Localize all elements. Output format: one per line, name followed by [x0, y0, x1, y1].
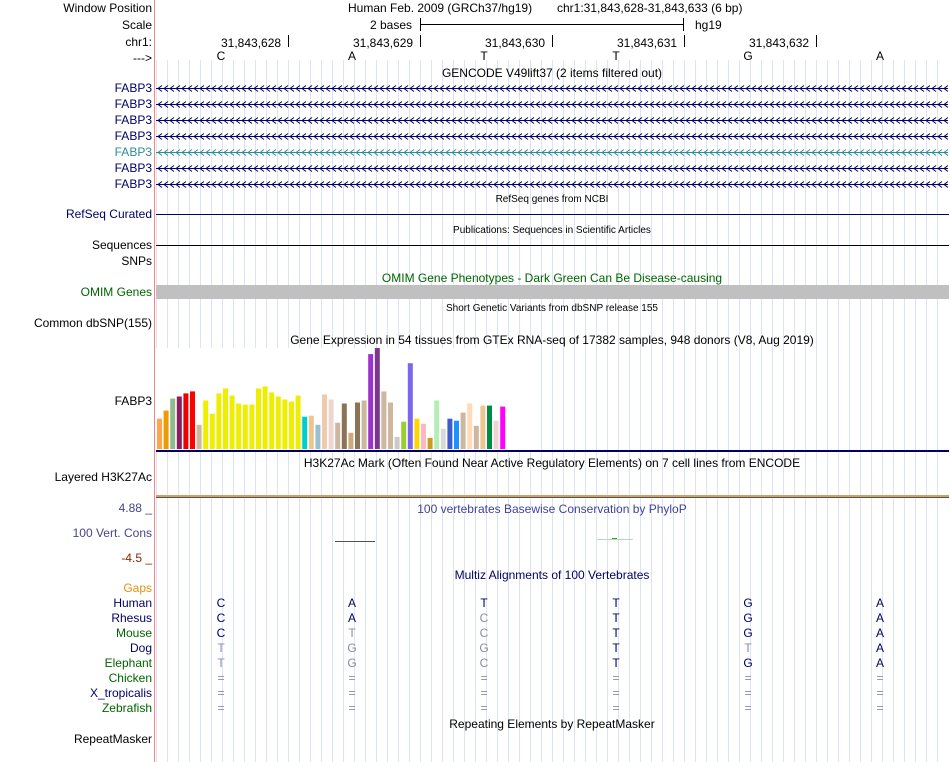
gene-label[interactable]: FABP3	[114, 145, 152, 159]
alignment-base: =	[480, 701, 488, 715]
gtex-bar[interactable]	[170, 399, 175, 450]
ref-base: T	[480, 49, 488, 63]
alignment-base: G	[479, 641, 489, 655]
ruler-tick	[552, 35, 553, 47]
gene-arrow-line[interactable]	[156, 99, 948, 109]
ruler-tick	[288, 35, 289, 47]
alignment-base: =	[744, 701, 752, 715]
species-label[interactable]: Elephant	[104, 656, 152, 670]
alignment-base: T	[348, 626, 356, 640]
gtex-bar[interactable]	[296, 396, 301, 450]
ref-base: T	[612, 49, 620, 63]
alignment-base: =	[348, 671, 356, 685]
scale-label: Scale	[121, 18, 152, 32]
gene-label[interactable]: FABP3	[114, 113, 152, 127]
gtex-title: Gene Expression in 54 tissues from GTEx RNA-seq of 17382 samples, 948 donors (V8, Aug 2019)	[290, 333, 814, 347]
gtex-bar[interactable]	[322, 395, 327, 450]
gtex-bar[interactable]	[500, 407, 505, 449]
gtex-bar[interactable]	[348, 433, 353, 449]
alignment-base: T	[612, 641, 620, 655]
alignment-base: G	[743, 611, 753, 625]
gene-arrow-line[interactable]	[156, 147, 948, 157]
alignment-base: A	[875, 611, 884, 625]
gtex-bar[interactable]	[157, 419, 162, 449]
gtex-bar[interactable]	[414, 419, 419, 449]
alignment-base: A	[875, 641, 884, 655]
position-label: chr1:31,843,628-31,843,633 (6 bp)	[557, 1, 743, 15]
ruler-position: 31,843,631	[617, 36, 678, 50]
snps-label[interactable]: SNPs	[121, 254, 152, 268]
alignment-base: =	[480, 671, 488, 685]
scale-text: 2 bases	[370, 18, 413, 32]
gtex-baseline	[156, 450, 949, 452]
alignment-base: =	[612, 671, 620, 685]
h3k27ac-baseline	[156, 497, 949, 498]
gtex-bar[interactable]	[197, 425, 202, 449]
h3k27ac-title: H3K27Ac Mark (Often Found Near Active Regulatory Elements) on 7 cell lines from ENCODE	[303, 456, 801, 470]
alignment-base: =	[612, 686, 620, 700]
alignment-base: T	[612, 626, 620, 640]
gtex-bar[interactable]	[487, 406, 492, 449]
gtex-bar[interactable]	[177, 397, 182, 450]
ruler-position: 31,843,632	[749, 36, 810, 50]
window-position-label: Window Position	[63, 1, 152, 15]
alignment-base: =	[217, 686, 225, 700]
alignment-base: G	[347, 641, 357, 655]
gtex-bar[interactable]	[329, 400, 334, 450]
gtex-bar[interactable]	[381, 391, 386, 449]
gtex-bar[interactable]	[249, 405, 254, 449]
scale-bar	[420, 18, 684, 32]
gtex-bar[interactable]	[210, 414, 215, 449]
phylop-min: -4.5 _	[121, 551, 152, 565]
refseq-title: RefSeq genes from NCBI	[495, 194, 609, 205]
alignment-base: =	[612, 701, 620, 715]
phylop-negative-mark	[335, 541, 375, 542]
gtex-bar[interactable]	[507, 441, 512, 449]
gtex-bar[interactable]	[375, 348, 380, 449]
gtex-bar[interactable]	[230, 396, 235, 450]
h3k27ac-label[interactable]: Layered H3K27Ac	[54, 470, 152, 484]
alignment-base: =	[744, 671, 752, 685]
dbsnp-label[interactable]: Common dbSNP(155)	[33, 316, 152, 330]
repeatmasker-label[interactable]: RepeatMasker	[73, 732, 152, 746]
alignment-base: A	[875, 596, 884, 610]
species-label[interactable]: Mouse	[115, 626, 152, 640]
multiz-title: Multiz Alignments of 100 Vertebrates	[454, 568, 650, 582]
assembly-label: Human Feb. 2009 (GRCh37/hg19)	[348, 1, 533, 15]
gene-arrow-line[interactable]	[156, 179, 948, 189]
gaps-label: Gaps	[123, 581, 152, 595]
species-label[interactable]: X_tropicalis	[89, 686, 152, 700]
gtex-bar[interactable]	[256, 388, 261, 449]
track-separator	[154, 0, 155, 762]
alignment-base: C	[216, 596, 226, 610]
gtex-bar[interactable]	[355, 403, 360, 450]
alignment-base: C	[216, 611, 226, 625]
gtex-bar[interactable]	[276, 397, 281, 450]
gene-label[interactable]: FABP3	[114, 97, 152, 111]
alignment-base: =	[744, 686, 752, 700]
phylop-baseline	[597, 539, 633, 540]
gtex-bar[interactable]	[190, 391, 195, 449]
gene-arrow-line[interactable]	[156, 163, 948, 173]
alignment-base: G	[743, 656, 753, 670]
ruler-tick	[816, 35, 817, 47]
gtex-bar[interactable]	[447, 419, 452, 449]
chrom-label: chr1:	[125, 35, 152, 49]
gtex-bar[interactable]	[164, 411, 169, 449]
alignment-base: =	[217, 701, 225, 715]
gtex-bar[interactable]	[494, 421, 499, 449]
gtex-bar[interactable]	[342, 404, 347, 450]
gtex-label[interactable]: FABP3	[114, 394, 152, 408]
gtex-bar[interactable]	[302, 417, 307, 449]
alignment-base: =	[217, 671, 225, 685]
alignment-base: =	[876, 671, 884, 685]
gtex-bar[interactable]	[263, 386, 268, 449]
omim-title: OMIM Gene Phenotypes - Dark Green Can Be Disease-causing	[381, 271, 723, 285]
gtex-bar[interactable]	[223, 388, 228, 449]
alignment-base: =	[876, 701, 884, 715]
omim-label[interactable]: OMIM Genes	[80, 285, 152, 299]
refseq-line[interactable]	[156, 214, 949, 215]
species-label[interactable]: Dog	[129, 641, 152, 655]
gtex-bar[interactable]	[454, 421, 459, 449]
gene-label[interactable]: FABP3	[114, 81, 152, 95]
gtex-bar[interactable]	[401, 422, 406, 449]
alignment-base: =	[480, 686, 488, 700]
ref-base: G	[743, 49, 753, 63]
species-label[interactable]: Human	[113, 596, 152, 610]
gtex-bar[interactable]	[183, 393, 188, 449]
gtex-bar[interactable]	[388, 403, 393, 450]
gtex-bar[interactable]	[335, 423, 340, 449]
ruler-position: 31,843,628	[221, 36, 282, 50]
gtex-bar[interactable]	[461, 413, 466, 449]
omim-bar[interactable]	[156, 285, 949, 299]
gtex-bar[interactable]	[315, 425, 320, 449]
gtex-bar[interactable]	[467, 404, 472, 450]
refseq-label[interactable]: RefSeq Curated	[65, 207, 152, 221]
scale-db: hg19	[695, 18, 722, 32]
alignment-base: =	[348, 701, 356, 715]
sequences-line[interactable]	[156, 245, 949, 246]
alignment-base: A	[347, 596, 356, 610]
ref-base: A	[347, 49, 356, 63]
gene-label[interactable]: FABP3	[114, 129, 152, 143]
alignment-base: T	[744, 641, 752, 655]
alignment-base: T	[217, 656, 225, 670]
gtex-chart[interactable]	[156, 348, 536, 451]
gtex-bar[interactable]	[282, 400, 287, 450]
gene-label[interactable]: FABP3	[114, 161, 152, 175]
species-label[interactable]: Rhesus	[111, 611, 152, 625]
alignment-base: G	[743, 626, 753, 640]
alignment-base: C	[216, 626, 226, 640]
alignment-base: G	[743, 596, 753, 610]
gtex-bar[interactable]	[408, 363, 413, 449]
alignment-base: C	[479, 626, 489, 640]
alignment-base: A	[875, 656, 884, 670]
gtex-bar[interactable]	[421, 424, 426, 449]
gene-label[interactable]: FABP3	[114, 177, 152, 191]
alignment-base: T	[217, 641, 225, 655]
alignment-base: G	[347, 656, 357, 670]
gtex-bar[interactable]	[236, 404, 241, 450]
phylop-max: 4.88 _	[118, 501, 152, 515]
gtex-bar[interactable]	[309, 416, 314, 449]
gtex-bar[interactable]	[480, 406, 485, 449]
gencode-title: GENCODE V49lift37 (2 items filtered out)	[441, 66, 663, 80]
gtex-bar[interactable]	[395, 437, 400, 449]
gtex-bar[interactable]	[216, 393, 221, 449]
gene-arrow-line[interactable]	[156, 131, 948, 141]
publications-title: Publications: Sequences in Scientific Articles	[453, 225, 651, 236]
species-label[interactable]: Chicken	[108, 671, 152, 685]
dbsnp-title: Short Genetic Variants from dbSNP release 155	[446, 303, 658, 314]
ruler-position: 31,843,630	[485, 36, 546, 50]
ref-base: A	[875, 49, 884, 63]
alignment-base: T	[480, 596, 488, 610]
alignment-base: C	[479, 611, 489, 625]
ruler-position: 31,843,629	[353, 36, 414, 50]
phylop-title: 100 vertebrates Basewise Conservation by PhyloP	[417, 502, 687, 516]
gtex-bar[interactable]	[474, 426, 479, 449]
species-label[interactable]: Zebrafish	[101, 701, 152, 715]
strand-label: --->	[133, 51, 152, 65]
ref-base: C	[216, 49, 226, 63]
gtex-bar[interactable]	[269, 392, 274, 449]
alignment-base: T	[612, 656, 620, 670]
gtex-bar[interactable]	[289, 402, 294, 450]
gtex-bar[interactable]	[428, 438, 433, 449]
alignment-base: T	[612, 596, 620, 610]
gtex-bar[interactable]	[362, 401, 367, 450]
alignment-base: =	[348, 686, 356, 700]
alignment-base: =	[876, 686, 884, 700]
alignment-base: A	[875, 626, 884, 640]
gene-arrow-line[interactable]	[156, 83, 948, 93]
gtex-bar[interactable]	[203, 401, 208, 450]
alignment-base: C	[479, 656, 489, 670]
ruler-tick	[420, 35, 421, 47]
gene-arrow-line[interactable]	[156, 115, 948, 125]
repeatmasker-title: Repeating Elements by RepeatMasker	[449, 717, 655, 731]
gtex-bar[interactable]	[243, 405, 248, 449]
alignment-base: A	[347, 611, 356, 625]
phylop-label[interactable]: 100 Vert. Cons	[72, 526, 152, 540]
alignment-base: T	[612, 611, 620, 625]
gtex-bar[interactable]	[434, 401, 439, 450]
gtex-bar[interactable]	[368, 354, 373, 449]
ruler-tick	[684, 35, 685, 47]
sequences-label[interactable]: Sequences	[91, 238, 152, 252]
gtex-bar[interactable]	[441, 429, 446, 449]
